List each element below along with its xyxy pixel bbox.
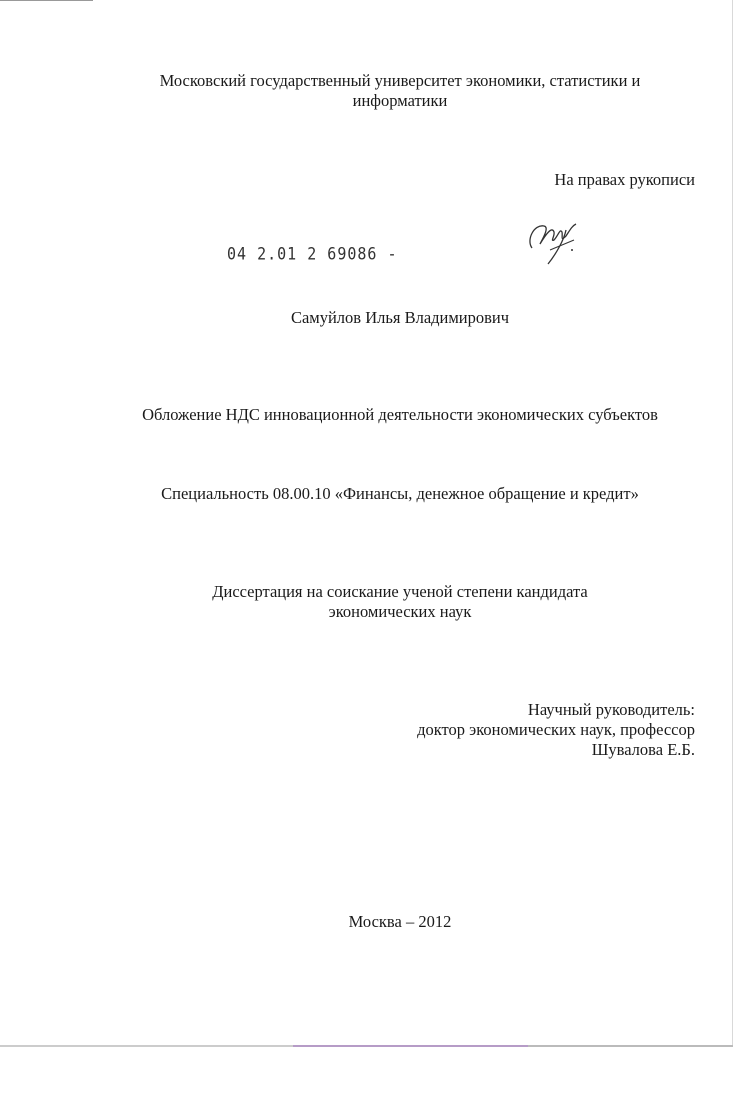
manuscript-note: На правах рукописи <box>554 170 695 189</box>
handwritten-signature <box>520 210 585 270</box>
page-margin <box>0 1047 733 1100</box>
thesis-description <box>0 582 733 622</box>
registration-stamp: 04 2.01 2 69086 - <box>227 243 398 265</box>
thesis-line-2: экономических наук <box>328 602 472 621</box>
supervisor-block <box>417 700 695 760</box>
university-name <box>0 71 733 111</box>
scan-edge-mark <box>0 0 93 1</box>
place-and-year: Москва – 2012 <box>348 912 452 931</box>
university-text: Московский государственный университет экономики, статистики и информатики <box>159 71 641 110</box>
supervisor-degree: доктор экономических наук, профессор <box>417 720 695 739</box>
thesis-line-1: Диссертация на соискание ученой степени кандидата <box>212 582 588 601</box>
supervisor-name: Шувалова Е.Б. <box>591 740 695 759</box>
dissertation-title: Обложение НДС инновационной деятельности экономических субъектов <box>142 405 658 424</box>
author-name: Самуйлов Илья Владимирович <box>290 308 510 327</box>
specialty-line: Специальность 08.00.10 «Финансы, денежное обращение и кредит» <box>161 484 639 503</box>
supervisor-label: Научный руководитель: <box>527 700 695 719</box>
